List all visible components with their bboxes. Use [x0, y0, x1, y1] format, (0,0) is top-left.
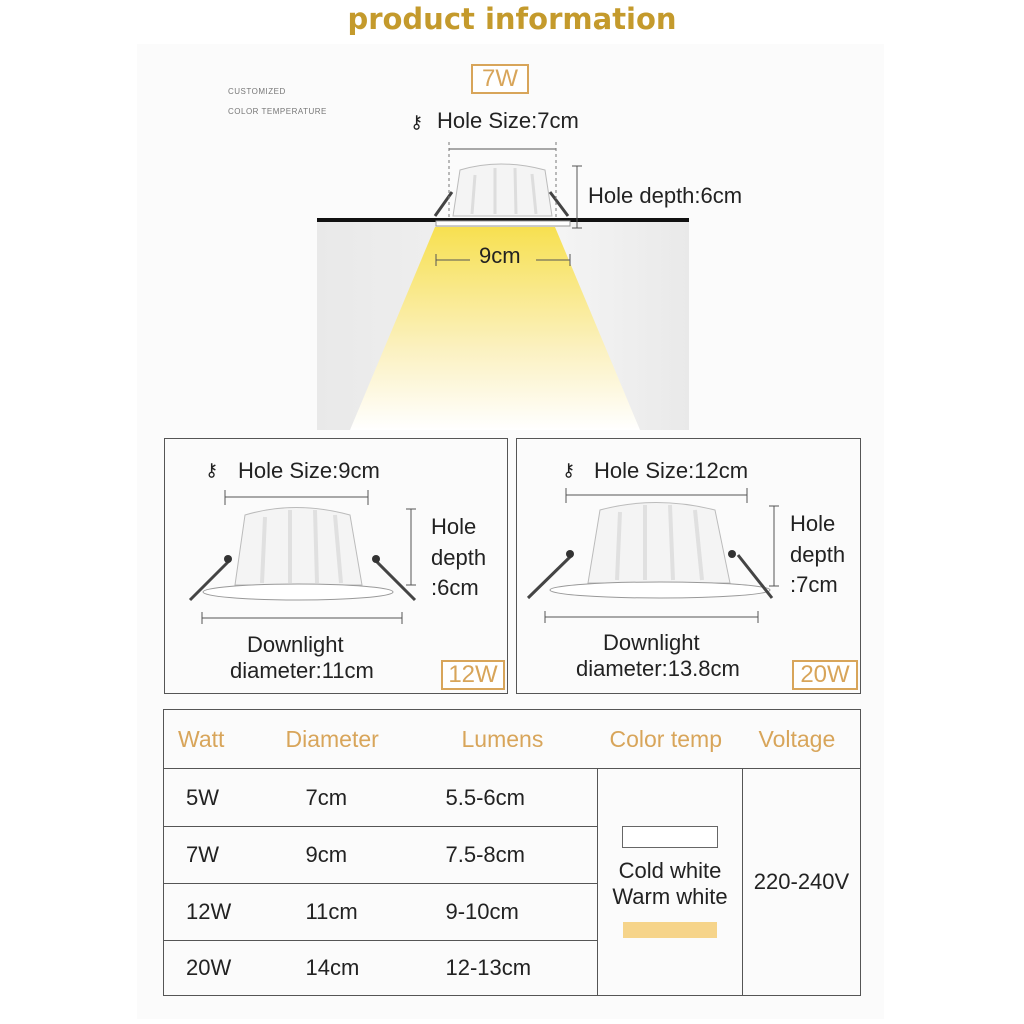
cell-diameter: 7cm	[286, 769, 446, 827]
header-diameter: Diameter	[286, 710, 446, 769]
cell-lumens: 12-13cm	[446, 941, 598, 996]
cell-diameter: 11cm	[286, 884, 446, 941]
cold-white-label: Cold white	[618, 858, 722, 883]
downlight-12w-illustration	[180, 485, 430, 627]
voltage-cell: 220-240V	[743, 769, 861, 996]
cell-lumens: 9-10cm	[446, 884, 598, 941]
hole-depth-20w-line3: :7cm	[790, 572, 838, 597]
cell-diameter: 14cm	[286, 941, 446, 996]
hole-size-12w: Hole Size:9cm	[238, 458, 380, 483]
hole-depth-20w-line1: Hole	[790, 511, 836, 536]
hole-size-20w: Hole Size:12cm	[594, 458, 749, 483]
cell-watt: 20W	[164, 941, 286, 996]
hole-depth-12w-line3: :6cm	[431, 575, 479, 600]
downlight-12w-line2: diameter:11cm	[230, 658, 374, 683]
hole-size-icon: ⚷	[410, 112, 424, 132]
hole-size-icon: ⚷	[205, 460, 219, 480]
watt-badge-20w: 20W	[792, 660, 858, 690]
cell-watt: 12W	[164, 884, 286, 941]
downlight-20w-line2: diameter:13.8cm	[576, 656, 740, 681]
hole-depth-12w-line1: Hole	[431, 514, 477, 539]
cell-watt: 5W	[164, 769, 286, 827]
hole-size-icon: ⚷	[562, 460, 576, 480]
warm-white-label: Warm white	[612, 884, 728, 909]
hole-size-7w: Hole Size:7cm	[437, 108, 579, 133]
header-lumens: Lumens	[446, 710, 598, 769]
hole-depth-20w-line2: depth	[790, 542, 846, 567]
color-temperature-label: COLOR TEMPERATURE	[228, 107, 327, 116]
downlight-20w-line1: Downlight	[603, 630, 700, 655]
diameter-7w: 9cm	[479, 243, 521, 268]
hole-depth-7w: Hole depth:6cm	[588, 183, 743, 208]
cell-lumens: 7.5-8cm	[446, 827, 598, 884]
cold-white-swatch	[622, 826, 718, 848]
spec-table	[163, 709, 861, 996]
watt-badge-7w: 7W	[471, 64, 529, 94]
cell-watt: 7W	[164, 827, 286, 884]
watt-badge-12w: 12W	[441, 660, 505, 690]
warm-white-swatch	[623, 922, 717, 938]
downlight-20w-illustration	[520, 480, 780, 630]
table-row	[164, 769, 861, 827]
header-voltage: Voltage	[743, 710, 861, 769]
page-title: product information	[347, 2, 677, 36]
cell-lumens: 5.5-6cm	[446, 769, 598, 827]
header-watt: Watt	[164, 710, 286, 769]
customized-label: CUSTOMIZED	[228, 87, 286, 96]
cell-diameter: 9cm	[286, 827, 446, 884]
table-header-row	[164, 710, 861, 769]
hole-depth-12w-line2: depth	[431, 545, 487, 570]
downlight-12w-line1: Downlight	[247, 632, 344, 657]
color-temp-cell	[598, 769, 743, 996]
header-color-temp: Color temp	[598, 710, 743, 769]
downlight-7w-illustration	[300, 130, 720, 435]
